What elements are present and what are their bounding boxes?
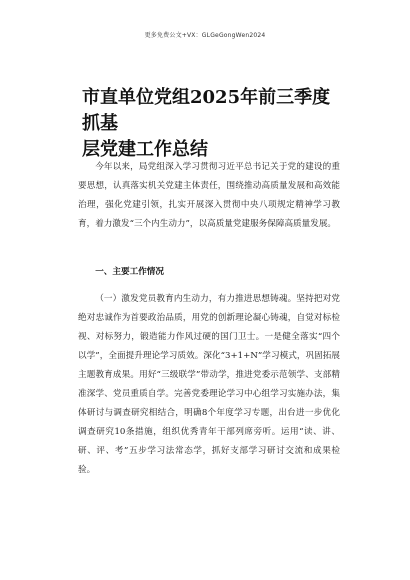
section-heading-main-work: 一、主要工作情况 bbox=[95, 267, 164, 277]
section-paragraph-1: （一）激发党员教育内生动力，有力推进思想铸魂。坚持把对党绝对忠诚作为首要政治品质，用党的创新理论凝心铸魂，自觉对标检视、对标努力，锻造能力作风过硬的国门卫士。一是健全落实“四个以学”，全面提升理论学习质效。深化“3+1+N”学习模式，巩固拓展主题教育成果。用好“三级联学”带动学，推进党委示范领学、支部精准深学、党员重质自学。完善党委理论学习中心组学习实施办法，集体研讨与调查研究相结合，明确8个年度学习专题，出台进一步优化调查研究10条措施，组织优秀青年干部列席旁听。运用“读、讲、研、评、考”五步学习法常态学，抓好支部学习研讨交流和成果检验。 bbox=[78, 294, 340, 475]
title-line-1: 市直单位党组2025年前三季度抓基 bbox=[82, 87, 331, 134]
intro-paragraph: 今年以来，局党组深入学习贯彻习近平总书记关于党的建设的重要思想，认真落实机关党建主体责任，围绕推动高质量发展和高效能治理，强化党建引领，扎实开展深入贯彻中央八项规定精神学习教育，着力激发“三个内生动力”，以高质量党建服务保障高质量发展。 bbox=[78, 162, 340, 229]
header-note: 更多免费公文+VX：GLGeGongWen2024 bbox=[144, 32, 266, 39]
title-line-2: 层党建工作总结 bbox=[82, 139, 208, 160]
document-title bbox=[0, 85, 410, 163]
